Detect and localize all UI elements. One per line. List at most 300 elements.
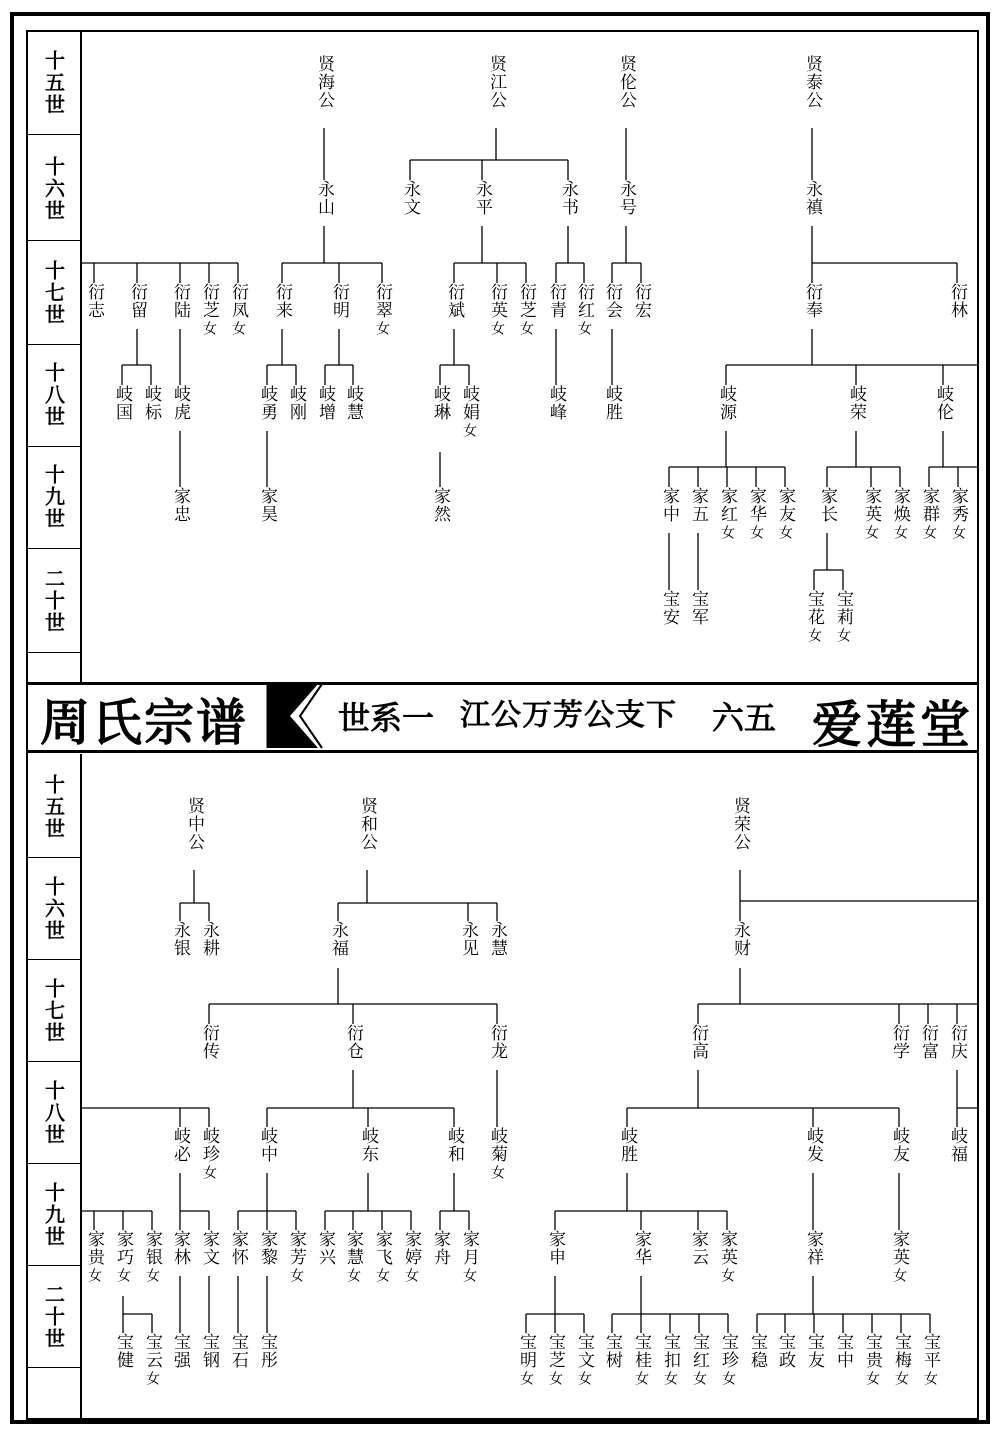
person-name: 宝莉	[833, 590, 853, 626]
lower-person	[255, 1127, 279, 1163]
person-name: 衍龙	[487, 1024, 507, 1060]
person-name: 岐和	[444, 1127, 464, 1163]
person-name: 家长	[817, 487, 837, 523]
person-sex: 女	[893, 1371, 909, 1385]
upper-person	[341, 385, 365, 421]
upper-person	[800, 55, 824, 109]
generation-label-text: 十五世	[41, 773, 66, 840]
person-sex: 女	[691, 1371, 707, 1385]
person-name: 家秀	[948, 487, 968, 523]
person-name: 永慧	[487, 921, 507, 957]
person-name: 家中	[659, 487, 679, 523]
person-name: 贤泰公	[802, 55, 822, 109]
upper-person	[686, 590, 710, 626]
lower-person	[182, 797, 206, 851]
upper-person	[312, 180, 336, 216]
person-sex: 女	[115, 1268, 131, 1282]
person-name: 永银	[170, 921, 190, 957]
upper-person	[270, 283, 294, 319]
generation-label-text: 十九世	[41, 464, 66, 530]
person-name: 岐虎	[170, 385, 190, 421]
lower-person	[197, 1024, 221, 1060]
person-name: 家怀	[228, 1230, 248, 1266]
upper-person	[125, 283, 149, 319]
person-name: 衍庆	[947, 1024, 967, 1060]
person-name: 衍翠	[372, 283, 392, 319]
generation-label-text: 十七世	[41, 977, 66, 1044]
upper-person	[485, 283, 509, 335]
person-name: 家忠	[170, 487, 190, 523]
lower-person	[140, 1230, 164, 1282]
person-sex: 女	[374, 321, 390, 335]
person-name: 永见	[458, 921, 478, 957]
upper-person	[370, 283, 394, 335]
lower-person	[355, 797, 379, 851]
person-name: 衍志	[84, 283, 104, 319]
lower-person	[226, 1230, 250, 1266]
lower-person	[284, 1230, 308, 1282]
person-name: 宝石	[228, 1333, 248, 1369]
lower-person	[197, 1127, 221, 1179]
lower-person	[615, 1127, 639, 1163]
person-sex: 女	[720, 1371, 736, 1385]
upper-person	[514, 283, 538, 335]
upper-person	[312, 55, 336, 109]
upper-person	[284, 385, 308, 421]
lower-person	[197, 1230, 221, 1266]
lower-person	[485, 1127, 509, 1179]
generation-label-text: 十七世	[41, 260, 66, 326]
lower-person	[543, 1230, 567, 1266]
lower-person	[255, 1230, 279, 1266]
person-name: 岐增	[315, 385, 335, 421]
person-name: 宝梅	[891, 1333, 911, 1369]
branch-title: 江公万芳公支下	[460, 698, 677, 733]
person-name: 衍芝	[199, 283, 219, 319]
upper-person	[714, 385, 738, 421]
person-sex: 女	[662, 1371, 678, 1385]
person-sex: 女	[719, 1268, 735, 1282]
lower-person	[887, 1024, 911, 1060]
lower-person	[442, 1127, 466, 1163]
upper-person	[917, 487, 941, 539]
lower-person	[341, 1024, 365, 1060]
person-name: 家昊	[257, 487, 277, 523]
upper-person	[168, 283, 192, 319]
person-sex: 女	[806, 628, 822, 642]
person-name: 衍高	[688, 1024, 708, 1060]
lower-person	[945, 1024, 969, 1060]
lower-person	[428, 1230, 452, 1266]
person-name: 宝稳	[747, 1333, 767, 1369]
upper-person	[686, 487, 710, 523]
person-name: 家然	[430, 487, 450, 523]
person-name: 家焕	[890, 487, 910, 523]
lower-person	[715, 1230, 739, 1282]
person-sex: 女	[489, 1165, 505, 1179]
person-sex: 女	[288, 1268, 304, 1282]
lower-person	[341, 1230, 365, 1282]
generation-label-text: 十五世	[41, 50, 66, 116]
person-sex: 女	[576, 1371, 592, 1385]
person-name: 衍传	[199, 1024, 219, 1060]
lower-person	[356, 1127, 380, 1163]
lower-person	[687, 1333, 711, 1385]
generation-label-text: 十八世	[41, 362, 66, 428]
upper-person	[110, 385, 134, 421]
lower-person	[111, 1333, 135, 1369]
person-name: 衍仓	[343, 1024, 363, 1060]
upper-person	[255, 487, 279, 523]
lower-person	[313, 1230, 337, 1266]
person-name: 贤和公	[357, 797, 377, 851]
person-name: 家五	[688, 487, 708, 523]
person-name: 衍来	[272, 283, 292, 319]
book-title: 周氏宗谱	[40, 693, 248, 752]
upper-person	[600, 283, 624, 319]
lower-person	[168, 921, 192, 957]
person-sex: 女	[144, 1268, 160, 1282]
person-name: 家文	[199, 1230, 219, 1266]
person-sex: 女	[461, 423, 477, 437]
person-sex: 女	[345, 1268, 361, 1282]
person-name: 宝树	[602, 1333, 622, 1369]
lower-person	[945, 1127, 969, 1163]
lower-person	[168, 1127, 192, 1163]
person-name: 岐慧	[343, 385, 363, 421]
person-name: 衍芝	[516, 283, 536, 319]
person-sex: 女	[403, 1268, 419, 1282]
person-name: 宝红	[689, 1333, 709, 1369]
person-name: 永山	[314, 180, 334, 216]
upper-person	[844, 385, 868, 421]
person-sex: 女	[921, 525, 937, 539]
person-name: 宝安	[659, 590, 679, 626]
person-name: 家祥	[803, 1230, 823, 1266]
person-name: 衍会	[602, 283, 622, 319]
person-name: 家华	[746, 487, 766, 523]
upper-person	[815, 487, 839, 523]
lower-person	[860, 1333, 884, 1385]
person-name: 宝健	[113, 1333, 133, 1369]
lower-person	[686, 1230, 710, 1266]
generation-label-text: 二十世	[41, 1283, 66, 1350]
person-name: 岐胜	[602, 385, 622, 421]
upper-person	[226, 283, 250, 335]
upper-person	[82, 283, 106, 319]
person-name: 岐峰	[546, 385, 566, 421]
person-sex: 女	[144, 1371, 160, 1385]
person-name: 岐勇	[257, 385, 277, 421]
person-name: 衍林	[947, 283, 967, 319]
lower-person	[887, 1230, 911, 1282]
upper-person	[931, 385, 955, 421]
person-name: 岐福	[947, 1127, 967, 1163]
person-sex: 女	[576, 321, 592, 335]
person-name: 宝文	[574, 1333, 594, 1369]
lower-person	[370, 1230, 394, 1282]
hall-name: 爱莲堂	[812, 695, 974, 754]
person-name: 家飞	[372, 1230, 392, 1266]
lower-person	[197, 921, 221, 957]
upper-person	[398, 180, 422, 216]
person-name: 衍凤	[228, 283, 248, 319]
upper-person	[946, 487, 970, 539]
lower-person	[801, 1230, 825, 1266]
upper-person	[255, 385, 279, 421]
person-sex: 女	[863, 525, 879, 539]
person-sex: 女	[461, 1268, 477, 1282]
upper-person	[544, 283, 568, 319]
person-name: 岐珍	[199, 1127, 219, 1163]
person-name: 衍明	[329, 283, 349, 319]
person-name: 家英	[717, 1230, 737, 1266]
person-sex: 女	[201, 321, 217, 335]
person-name: 宝友	[804, 1333, 824, 1369]
person-name: 永财	[730, 921, 750, 957]
upper-person	[800, 180, 824, 216]
lower-person	[831, 1333, 855, 1369]
person-name: 家银	[142, 1230, 162, 1266]
person-name: 衍红	[574, 283, 594, 319]
lower-person	[456, 921, 480, 957]
person-name: 宝花	[804, 590, 824, 626]
person-name: 永福	[328, 921, 348, 957]
upper-person	[457, 385, 481, 437]
person-name: 岐胜	[617, 1127, 637, 1163]
upper-person	[773, 487, 797, 539]
person-name: 家月	[459, 1230, 479, 1266]
person-name: 宝中	[833, 1333, 853, 1369]
upper-person	[313, 385, 337, 421]
person-name: 岐源	[716, 385, 736, 421]
lower-person	[658, 1333, 682, 1385]
person-name: 衍学	[889, 1024, 909, 1060]
lower-person	[887, 1127, 911, 1163]
person-name: 贤伦公	[616, 55, 636, 109]
person-name: 宝钢	[199, 1333, 219, 1369]
person-name: 永平	[472, 180, 492, 216]
lower-person	[140, 1333, 164, 1385]
person-name: 家兴	[315, 1230, 335, 1266]
person-name: 宝珍	[718, 1333, 738, 1369]
person-name: 家黎	[257, 1230, 277, 1266]
person-name: 宝云	[142, 1333, 162, 1369]
person-name: 岐娟	[459, 385, 479, 421]
lower-person	[889, 1333, 913, 1385]
person-name: 衍陆	[170, 283, 190, 319]
chapter-title: 世系一	[338, 699, 435, 737]
lower-person	[197, 1333, 221, 1369]
lower-person	[543, 1333, 567, 1385]
lower-person	[82, 1230, 106, 1282]
lower-person	[168, 1333, 192, 1369]
lower-person	[801, 1127, 825, 1163]
upper-person	[614, 180, 638, 216]
generation-label-text: 二十世	[41, 568, 66, 634]
generation-label-text: 十六世	[41, 875, 66, 942]
lower-person	[686, 1024, 710, 1060]
person-name: 宝明	[516, 1333, 536, 1369]
lower-person	[773, 1333, 797, 1369]
person-name: 宝贵	[862, 1333, 882, 1369]
upper-person	[859, 487, 883, 539]
person-name: 宝平	[920, 1333, 940, 1369]
person-name: 家英	[861, 487, 881, 523]
person-name: 岐荣	[846, 385, 866, 421]
upper-person	[744, 487, 768, 539]
person-name: 岐刚	[286, 385, 306, 421]
person-sex: 女	[864, 1371, 880, 1385]
person-sex: 女	[547, 1371, 563, 1385]
person-sex: 女	[892, 525, 908, 539]
person-name: 家华	[631, 1230, 651, 1266]
upper-person	[168, 487, 192, 523]
person-name: 衍富	[918, 1024, 938, 1060]
person-name: 贤海公	[314, 55, 334, 109]
person-name: 岐必	[170, 1127, 190, 1163]
person-name: 宝桂	[631, 1333, 651, 1369]
person-sex: 女	[922, 1371, 938, 1385]
person-name: 衍英	[487, 283, 507, 319]
lower-person	[728, 921, 752, 957]
person-name: 家婷	[401, 1230, 421, 1266]
person-name: 永文	[400, 180, 420, 216]
person-name: 岐伦	[933, 385, 953, 421]
upper-person	[614, 55, 638, 109]
lower-person	[485, 921, 509, 957]
person-name: 岐菊	[487, 1127, 507, 1163]
person-name: 家林	[170, 1230, 190, 1266]
person-sex: 女	[518, 321, 534, 335]
person-sex: 女	[201, 1165, 217, 1179]
person-name: 岐友	[889, 1127, 909, 1163]
upper-person	[428, 487, 452, 523]
person-name: 家申	[545, 1230, 565, 1266]
lower-person	[600, 1333, 624, 1369]
upper-person	[600, 385, 624, 421]
person-name: 家舟	[430, 1230, 450, 1266]
upper-person	[888, 487, 912, 539]
lower-person	[326, 921, 350, 957]
upper-person	[802, 590, 826, 642]
upper-person	[428, 385, 452, 421]
person-sex: 女	[777, 525, 793, 539]
person-sex: 女	[86, 1268, 102, 1282]
person-name: 宝芝	[545, 1333, 565, 1369]
upper-person	[715, 487, 739, 539]
person-name: 宝强	[170, 1333, 190, 1369]
person-name: 家红	[717, 487, 737, 523]
person-sex: 女	[950, 525, 966, 539]
person-name: 岐发	[803, 1127, 823, 1163]
person-sex: 女	[835, 628, 851, 642]
upper-person	[168, 385, 192, 421]
upper-person	[629, 283, 653, 319]
generation-label-text: 十九世	[41, 1181, 66, 1248]
generation-label-text: 十八世	[41, 1079, 66, 1146]
generation-label-text: 十六世	[41, 156, 66, 222]
upper-person	[327, 283, 351, 319]
lower-person	[802, 1333, 826, 1369]
lower-person	[457, 1230, 481, 1282]
person-name: 贤中公	[184, 797, 204, 851]
person-sex: 女	[748, 525, 764, 539]
person-sex: 女	[719, 525, 735, 539]
person-name: 宝扣	[660, 1333, 680, 1369]
person-name: 衍青	[546, 283, 566, 319]
page-number: 六五	[712, 699, 777, 737]
lower-person	[399, 1230, 423, 1282]
person-name: 衍斌	[444, 283, 464, 319]
person-name: 永号	[616, 180, 636, 216]
upper-person	[484, 55, 508, 109]
person-name: 家贵	[84, 1230, 104, 1266]
lower-person	[485, 1024, 509, 1060]
person-name: 贤江公	[486, 55, 506, 109]
upper-person	[800, 283, 824, 319]
person-name: 家友	[775, 487, 795, 523]
person-name: 衍宏	[631, 283, 651, 319]
lower-person	[629, 1230, 653, 1266]
person-name: 宝彤	[257, 1333, 277, 1369]
lower-person	[629, 1333, 653, 1385]
person-name: 岐琳	[430, 385, 450, 421]
lower-person	[918, 1333, 942, 1385]
lower-person	[572, 1333, 596, 1385]
person-name: 宝军	[688, 590, 708, 626]
upper-person	[139, 385, 163, 421]
person-name: 岐标	[141, 385, 161, 421]
lower-person	[716, 1333, 740, 1385]
lower-person	[514, 1333, 538, 1385]
person-sex: 女	[489, 321, 505, 335]
lower-person	[728, 797, 752, 851]
person-name: 岐中	[257, 1127, 277, 1163]
person-name: 岐国	[112, 385, 132, 421]
person-name: 家群	[919, 487, 939, 523]
person-name: 家慧	[343, 1230, 363, 1266]
person-name: 永耕	[199, 921, 219, 957]
lower-person	[745, 1333, 769, 1369]
upper-person	[572, 283, 596, 335]
person-sex: 女	[891, 1268, 907, 1282]
person-name: 家巧	[113, 1230, 133, 1266]
upper-person	[442, 283, 466, 319]
lower-person	[226, 1333, 250, 1369]
lower-person	[916, 1024, 940, 1060]
person-name: 宝政	[775, 1333, 795, 1369]
upper-person	[544, 385, 568, 421]
upper-person	[945, 283, 969, 319]
upper-person	[197, 283, 221, 335]
person-sex: 女	[374, 1268, 390, 1282]
lower-person	[168, 1230, 192, 1266]
upper-person	[657, 590, 681, 626]
person-name: 家云	[688, 1230, 708, 1266]
upper-person	[657, 487, 681, 523]
person-name: 永禛	[802, 180, 822, 216]
upper-person	[831, 590, 855, 642]
upper-person	[556, 180, 580, 216]
person-sex: 女	[518, 1371, 534, 1385]
person-name: 家英	[889, 1230, 909, 1266]
person-name: 贤荣公	[730, 797, 750, 851]
upper-person	[470, 180, 494, 216]
person-name: 衍留	[127, 283, 147, 319]
person-name: 岐东	[358, 1127, 378, 1163]
lower-person	[255, 1333, 279, 1369]
